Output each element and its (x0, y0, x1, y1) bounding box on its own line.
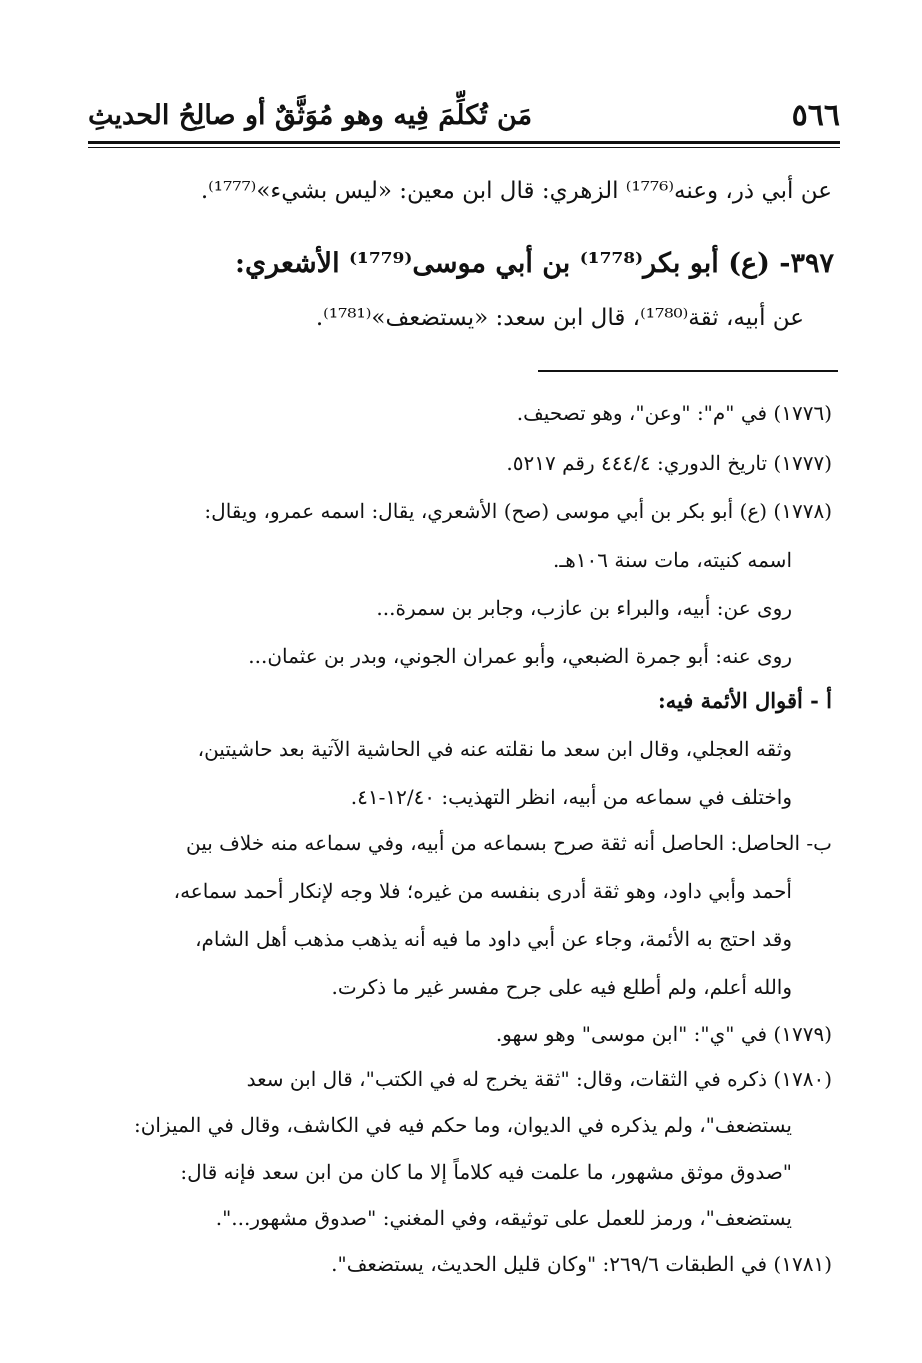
footnote-1778-line: ب- الحاصل: الحاصل أنه ثقة صرح بسماعه من أبيه، وفي سماعه منه خلاف بين (186, 831, 832, 855)
footnote-1778-line: وقد احتج به الأئمة، وجاء عن أبي داود ما فيه أنه يذهب مذهب أهل الشام، (195, 927, 792, 951)
footnote-1778-line: روى عن: أبيه، والبراء بن عازب، وجابر بن سمرة... (376, 596, 792, 620)
footnote-1778-line: وثقه العجلي، وقال ابن سعد ما نقلته عنه في الحاشية الآتية بعد حاشيتين، (197, 737, 792, 761)
footnote-1778-line: (١٧٧٨) (ع) أبو بكر بن أبي موسى (صح) الأشعري، يقال: اسمه عمرو، ويقال: (204, 499, 832, 523)
running-title: مَن تُكلِّمَ فِيه وهو مُوَثَّقٌ أو صالِحُ الحديثِ (88, 100, 533, 131)
footnote-1778-line: أحمد وأبي داود، وهو ثقة أدرى بنفسه من غيره؛ فلا وجه لإنكار أحمد سماعه، (173, 879, 792, 903)
footnote-1780-line: يستضعف"، ورمز للعمل على توثيقه، وفي المغني: "صدوق مشهور...". (215, 1206, 792, 1230)
footnote-1779: (١٧٧٩) في "ي": "ابن موسى" وهو سهو. (495, 1022, 832, 1046)
footnote-divider (538, 370, 838, 372)
footnote-1777: (١٧٧٧) تاريخ الدوري: ٤٤٤/٤ رقم ٥٢١٧. (506, 451, 832, 475)
header-rule-thin (88, 147, 840, 148)
entry-heading: ٣٩٧- (ع) أبو بكر⁽¹⁷⁷⁸⁾ بن أبي موسى⁽¹⁷⁷⁹⁾ الأشعري: (235, 248, 834, 279)
footnote-1781: (١٧٨١) في الطبقات ٢٦٩/٦: "وكان قليل الحديث، يستضعف". (331, 1252, 832, 1276)
footnote-1780-line: "صدوق موثق مشهور، ما علمت فيه كلاماً إلا ما كان من ابن سعد فإنه قال: (180, 1160, 792, 1184)
footnote-1778-line: واختلف في سماعه من أبيه، انظر التهذيب: ١٢/٤٠-٤١. (350, 785, 792, 809)
footnote-1780-line: يستضعف"، ولم يذكره في الديوان، وما حكم فيه في الكاشف، وقال في الميزان: (134, 1113, 792, 1137)
footnote-1778-line: روى عنه: أبو جمرة الضبعي، وأبو عمران الجوني، وبدر بن عثمان... (248, 644, 792, 668)
body-line-2: عن أبيه، ثقة⁽¹⁷⁸⁰⁾، قال ابن سعد: «يستضعف»⁽¹⁷⁸¹⁾. (315, 305, 804, 331)
footnote-1778-line: اسمه كنيته، مات سنة ١٠٦هـ. (553, 548, 792, 572)
page-number: ٥٦٦ (791, 98, 840, 133)
body-line-1: عن أبي ذر، وعنه⁽¹⁷⁷⁶⁾ الزهري: قال ابن معين: «ليس بشيء»⁽¹⁷⁷⁷⁾. (200, 178, 832, 204)
footnote-1778-line: والله أعلم، ولم أطلع فيه على جرح مفسر غير ما ذكرت. (331, 975, 792, 999)
footnote-1776: (١٧٧٦) في "م": "وعن"، وهو تصحيف. (516, 401, 832, 425)
page-header (88, 98, 840, 138)
footnote-1780-line: (١٧٨٠) ذكره في الثقات، وقال: "ثقة يخرج له في الكتب"، قال ابن سعد (246, 1067, 832, 1091)
footnote-subheading: أ - أقوال الأئمة فيه: (657, 688, 832, 713)
header-rule (88, 141, 840, 144)
